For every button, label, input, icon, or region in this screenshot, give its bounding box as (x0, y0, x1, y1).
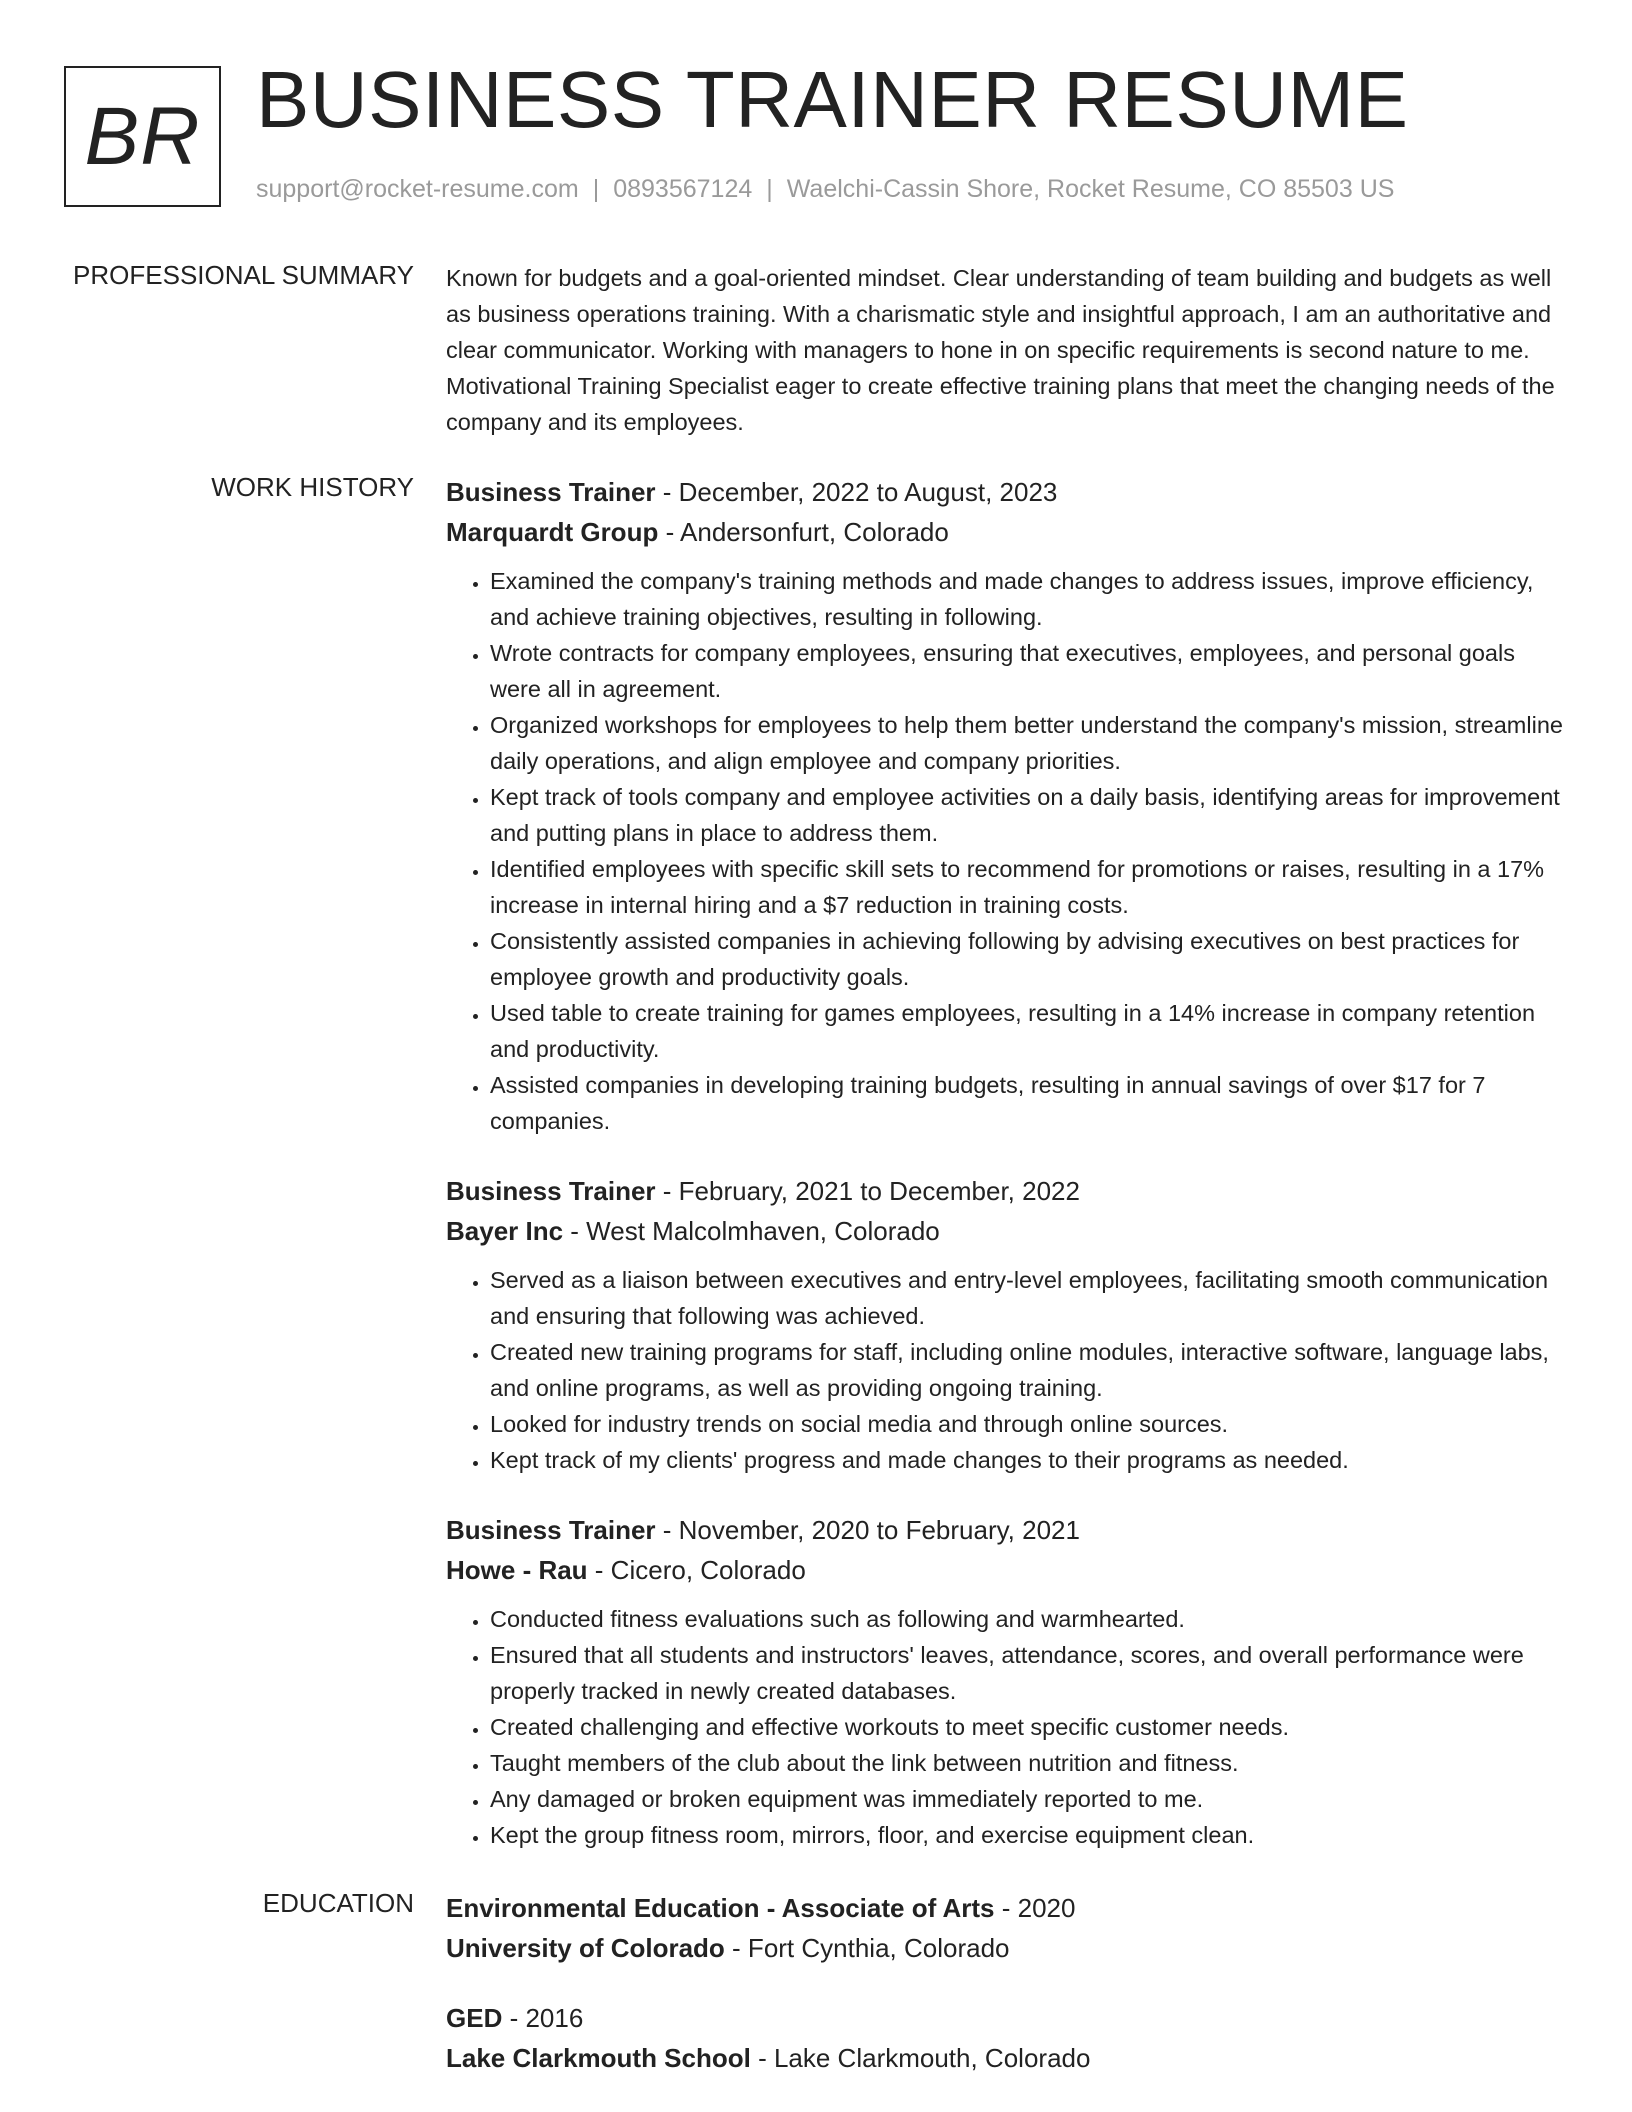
education-school: University of Colorado (446, 1933, 725, 1963)
job-company-line (446, 1550, 1566, 1590)
job-dates: - December, 2022 to August, 2023 (655, 477, 1058, 507)
job-duties-list (446, 1262, 1566, 1478)
section-label-education: EDUCATION (262, 1888, 414, 1918)
job-title-line (446, 1171, 1566, 1211)
education-year: - 2016 (502, 2003, 584, 2033)
job-title-line (446, 1510, 1566, 1550)
resume-title: BUSINESS TRAINER RESUME (256, 55, 1409, 144)
job-company: Bayer Inc (446, 1216, 564, 1246)
contact-line (256, 175, 1394, 204)
contact-email: support@rocket-resume.com (256, 175, 579, 203)
job-duty-item: • Created new training programs for staff, including online modules, interactive software, language labs, and online programs, as well as providing ongoing training. (490, 1334, 1566, 1406)
job-entry (446, 1171, 1566, 1478)
job-title: Business Trainer (446, 1176, 656, 1206)
job-dates: - February, 2021 to December, 2022 (655, 1176, 1080, 1206)
job-duty-item: • Examined the company's training methods and made changes to address issues, improve efficiency, and achieve training objectives, resulting in following. (490, 563, 1566, 635)
job-location: - West Malcolmhaven, Colorado (563, 1216, 940, 1246)
education-entry (446, 1998, 1566, 2078)
job-dates: - November, 2020 to February, 2021 (655, 1515, 1080, 1545)
education-school-line (446, 1928, 1566, 1968)
summary-body (446, 260, 1566, 440)
education-location: - Lake Clarkmouth, Colorado (750, 2043, 1091, 2073)
section-label-work-history: WORK HISTORY (211, 472, 414, 502)
job-duty-item: • Used table to create training for games employees, resulting in a 14% increase in company retention and productivity. (490, 995, 1566, 1067)
education-school: Lake Clarkmouth School (446, 2043, 751, 2073)
job-duty-item: • Assisted companies in developing training budgets, resulting in annual savings of over $17 for 7 companies. (490, 1067, 1566, 1139)
job-duty-item: • Organized workshops for employees to help them better understand the company's mission, streamline daily operations, and align employee and company priorities. (490, 707, 1566, 779)
contact-address: Waelchi-Cassin Shore, Rocket Resume, CO 85503 US (786, 175, 1395, 203)
education-year: - 2020 (994, 1893, 1076, 1923)
education-degree-line (446, 1888, 1566, 1928)
contact-separator: | (592, 175, 600, 203)
job-company: Howe - Rau (446, 1555, 588, 1585)
monogram-box (64, 66, 221, 207)
job-duty-item: • Kept track of tools company and employee activities on a daily basis, identifying areas for improvement and putting plans in place to address them. (490, 779, 1566, 851)
summary-text: Known for budgets and a goal-oriented mindset. Clear understanding of team building and budgets as well as business operations training. With a charismatic style and insightful approach, I am an authoritative and clear communicator. Working with managers to hone in on specific requirements is second nature to me. Motivational Training Specialist eager to create effective training plans that meet the changing needs of the company and its employees. (446, 265, 1555, 435)
job-company-line (446, 512, 1566, 552)
education-body (446, 1888, 1566, 2108)
job-company: Marquardt Group (446, 517, 659, 547)
contact-phone: 0893567124 (613, 175, 753, 203)
job-location: - Cicero, Colorado (587, 1555, 806, 1585)
job-entry (446, 472, 1566, 1139)
job-title: Business Trainer (446, 477, 656, 507)
job-entry (446, 1510, 1566, 1853)
job-duties-list (446, 563, 1566, 1139)
education-degree-line (446, 1998, 1566, 2038)
contact-separator: | (766, 175, 773, 203)
job-duty-item: • Kept the group fitness room, mirrors, floor, and exercise equipment clean. (490, 1817, 1566, 1853)
job-duty-item: • Served as a liaison between executives and entry-level employees, facilitating smooth communication and ensuring that following was achieved. (490, 1262, 1566, 1334)
job-title-line (446, 472, 1566, 512)
job-duties-list (446, 1601, 1566, 1853)
education-school-line (446, 2038, 1566, 2078)
work-history-body (446, 472, 1566, 1885)
job-duty-item: • Any damaged or broken equipment was immediately reported to me. (490, 1781, 1566, 1817)
job-duty-item: • Kept track of my clients' progress and made changes to their programs as needed. (490, 1442, 1566, 1478)
job-duty-item: • Looked for industry trends on social media and through online sources. (490, 1406, 1566, 1442)
education-degree: GED (446, 2003, 503, 2033)
monogram-initials: BR (84, 90, 201, 182)
job-location: - Andersonfurt, Colorado (658, 517, 949, 547)
education-degree: Environmental Education - Associate of Arts (446, 1893, 995, 1923)
job-duty-item: • Conducted fitness evaluations such as following and warmhearted. (490, 1601, 1566, 1637)
job-duty-item: • Identified employees with specific skill sets to recommend for promotions or raises, resulting in a 17% increase in internal hiring and a $7 reduction in training costs. (490, 851, 1566, 923)
job-duty-item: • Created challenging and effective workouts to meet specific customer needs. (490, 1709, 1566, 1745)
job-duty-item: • Wrote contracts for company employees, ensuring that executives, employees, and personal goals were all in agreement. (490, 635, 1566, 707)
education-entry (446, 1888, 1566, 1968)
job-duty-item: • Consistently assisted companies in achieving following by advising executives on best practices for employee growth and productivity goals. (490, 923, 1566, 995)
job-duty-item: • Ensured that all students and instructors' leaves, attendance, scores, and overall performance were properly tracked in newly created databases. (490, 1637, 1566, 1709)
job-title: Business Trainer (446, 1515, 656, 1545)
section-label-summary: PROFESSIONAL SUMMARY (73, 260, 414, 290)
job-duty-item: • Taught members of the club about the link between nutrition and fitness. (490, 1745, 1566, 1781)
job-company-line (446, 1211, 1566, 1251)
education-location: - Fort Cynthia, Colorado (724, 1933, 1010, 1963)
